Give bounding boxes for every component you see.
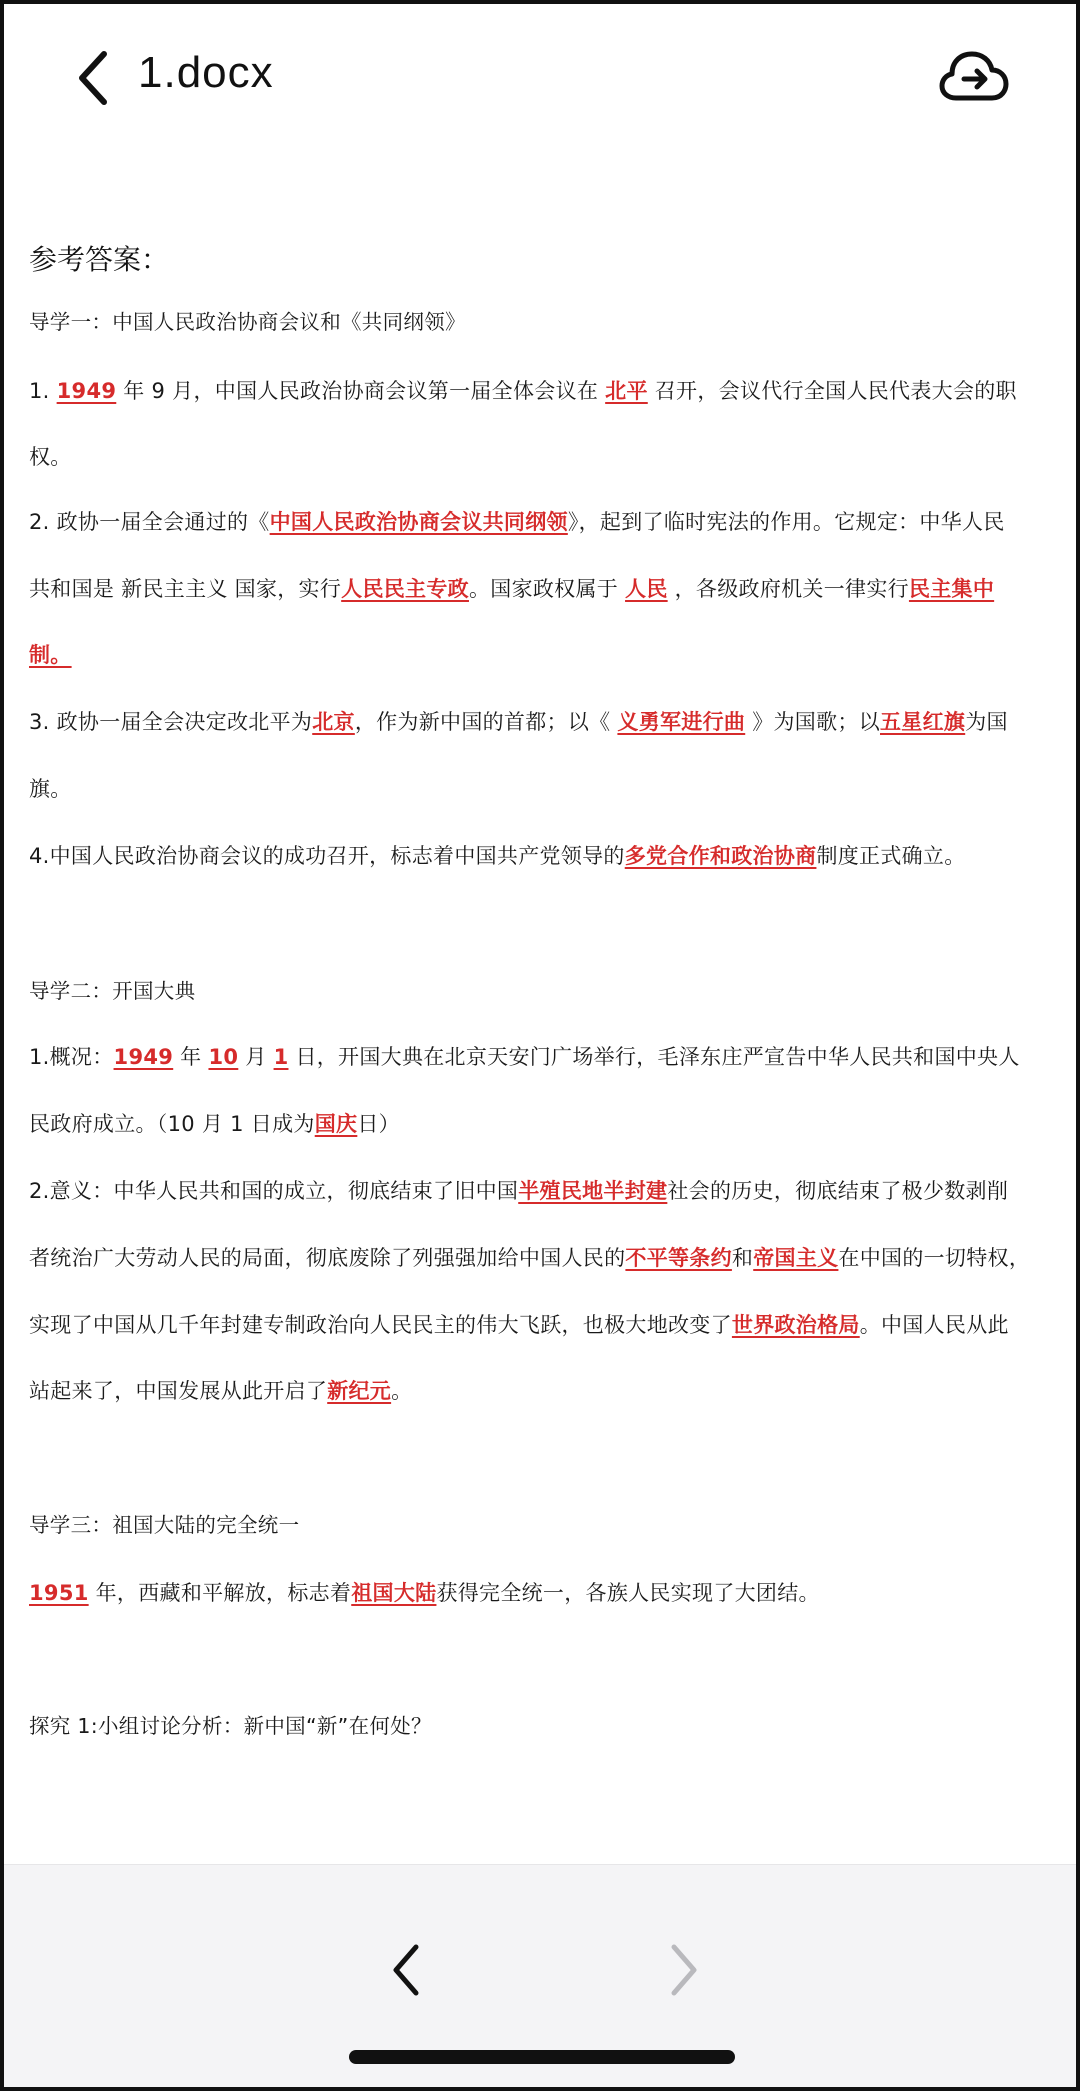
cloud-upload-icon [938, 48, 1010, 108]
text: 共和国是 新民主主义 国家，实行 [29, 577, 342, 601]
paragraph-3-1 [29, 1578, 1062, 1608]
text: 和 [731, 1246, 754, 1270]
phone-screen [4, 4, 1076, 2087]
paragraph-1-4 [29, 841, 1062, 871]
answer-text: 制。 [29, 643, 72, 667]
home-indicator[interactable] [349, 2050, 735, 2064]
text: 》为国歌；以 [745, 710, 880, 734]
answer-text: 北京 [312, 710, 355, 734]
chevron-right-icon [658, 1935, 710, 2005]
text: 2. 政协一届全会通过的《 [29, 510, 270, 534]
text: 月 [238, 1045, 274, 1069]
text: 站起来了，中国发展从此开启了 [29, 1379, 328, 1403]
text: 。国家政权属于 [468, 577, 626, 601]
text: ，作为新中国的首都；以《 [354, 710, 618, 734]
paragraph-1-3-cont: 旗。 [29, 777, 72, 801]
text: 4.中国人民政治协商会议的成功召开，标志着中国共产党领导的 [29, 844, 625, 868]
paragraph-2-2-cont2 [29, 1310, 1062, 1340]
answer-text: 人民民主专政 [341, 577, 469, 601]
text: 为国 [965, 710, 1008, 734]
text: 》，起到了临时宪法的作用。它规定：中华人民 [567, 510, 1005, 534]
answer-text: 祖国大陆 [351, 1581, 437, 1605]
text: 年，西藏和平解放，标志着 [88, 1581, 352, 1605]
text: 获得完全统一，各族人民实现了大团结。 [436, 1581, 820, 1605]
paragraph-1-2-end [29, 640, 1062, 670]
document-title: 1.docx [138, 48, 274, 97]
text: 召开，会议代行全国人民代表大会的职 [647, 379, 1017, 403]
answer-heading: 参考答案： [29, 243, 170, 276]
text: 民政府成立。（10 月 1 日成为 [29, 1112, 315, 1136]
section-1-title: 导学一：中国人民政治协商会议和《共同纲领》 [29, 310, 466, 334]
answer-text: 1951 [29, 1581, 89, 1605]
text: 者统治广大劳动人民的局面，彻底废除了列强强加给中国人民的 [29, 1246, 626, 1270]
text: 1. [29, 379, 57, 403]
text: 1.概况： [29, 1045, 114, 1069]
document-content [4, 154, 1076, 1864]
answer-text: 北平 [605, 379, 648, 403]
text: 。 [391, 1379, 413, 1403]
answer-text: 1949 [56, 379, 117, 403]
paragraph-1-2 [29, 507, 1062, 537]
text: 年 [173, 1045, 209, 1069]
paragraph-2-2-cont [29, 1243, 1062, 1273]
text: 在中国的一切特权， [838, 1246, 1031, 1270]
answer-text: 国庆 [314, 1112, 358, 1136]
next-page-button[interactable] [658, 1935, 710, 2005]
chevron-left-icon [76, 50, 110, 106]
answer-text: 1 [273, 1045, 289, 1069]
chevron-left-icon [380, 1935, 432, 2005]
answer-text: 世界政治格局 [731, 1313, 860, 1337]
answer-text: 五星红旗 [880, 710, 966, 734]
paragraph-1-1 [29, 376, 1062, 406]
section-2-title: 导学二：开国大典 [29, 979, 196, 1003]
cloud-upload-button[interactable] [938, 48, 1010, 108]
answer-text: 多党合作和政治协商 [624, 844, 817, 868]
paragraph-2-2-end [29, 1376, 1062, 1406]
paragraph-2-1-cont [29, 1109, 1062, 1139]
text: 年 9 月，中国人民政治协商会议第一届全体会议在 [116, 379, 606, 403]
answer-text: 不平等条约 [625, 1246, 732, 1270]
answer-text: 10 [208, 1045, 239, 1069]
answer-text: 帝国主义 [753, 1246, 839, 1270]
answer-text: 人民 [625, 577, 668, 601]
paragraph-1-1-cont: 权。 [29, 445, 72, 469]
answer-text: 民主集中 [908, 577, 995, 601]
text: 日，开国大典在北京天安门广场举行，毛泽东庄严宣告中华人民共和国中央人 [288, 1045, 1020, 1069]
explore-question: 探究 1:小组讨论分析：新中国“新”在何处？ [29, 1714, 432, 1738]
previous-page-button[interactable] [380, 1935, 432, 2005]
text: 2.意义：中华人民共和国的成立，彻底结束了旧中国 [29, 1179, 519, 1203]
paragraph-2-1 [29, 1042, 1062, 1072]
answer-text: 义勇军进行曲 [617, 710, 746, 734]
answer-text: 1949 [113, 1045, 174, 1069]
text: 3. 政协一届全会决定改北平为 [29, 710, 313, 734]
text: 实现了中国从几千年封建专制政治向人民民主的伟大飞跃，也极大地改变了 [29, 1313, 732, 1337]
section-3-title: 导学三：祖国大陆的完全统一 [29, 1513, 300, 1537]
paragraph-1-3 [29, 707, 1062, 737]
text: ，各级政府机关一律实行 [667, 577, 909, 601]
answer-text: 新纪元 [327, 1379, 392, 1403]
text: 社会的历史，彻底结束了极少数剥削 [667, 1179, 1009, 1203]
answer-text: 中国人民政治协商会议共同纲领 [269, 510, 568, 534]
text: 日） [357, 1112, 400, 1136]
text: 。中国人民从此 [859, 1313, 1009, 1337]
top-bar [4, 4, 1076, 154]
paragraph-2-2 [29, 1176, 1062, 1206]
text: 制度正式确立。 [816, 844, 966, 868]
back-button[interactable] [70, 48, 116, 108]
answer-text: 半殖民地半封建 [518, 1179, 668, 1203]
paragraph-1-2-cont [29, 574, 1062, 604]
